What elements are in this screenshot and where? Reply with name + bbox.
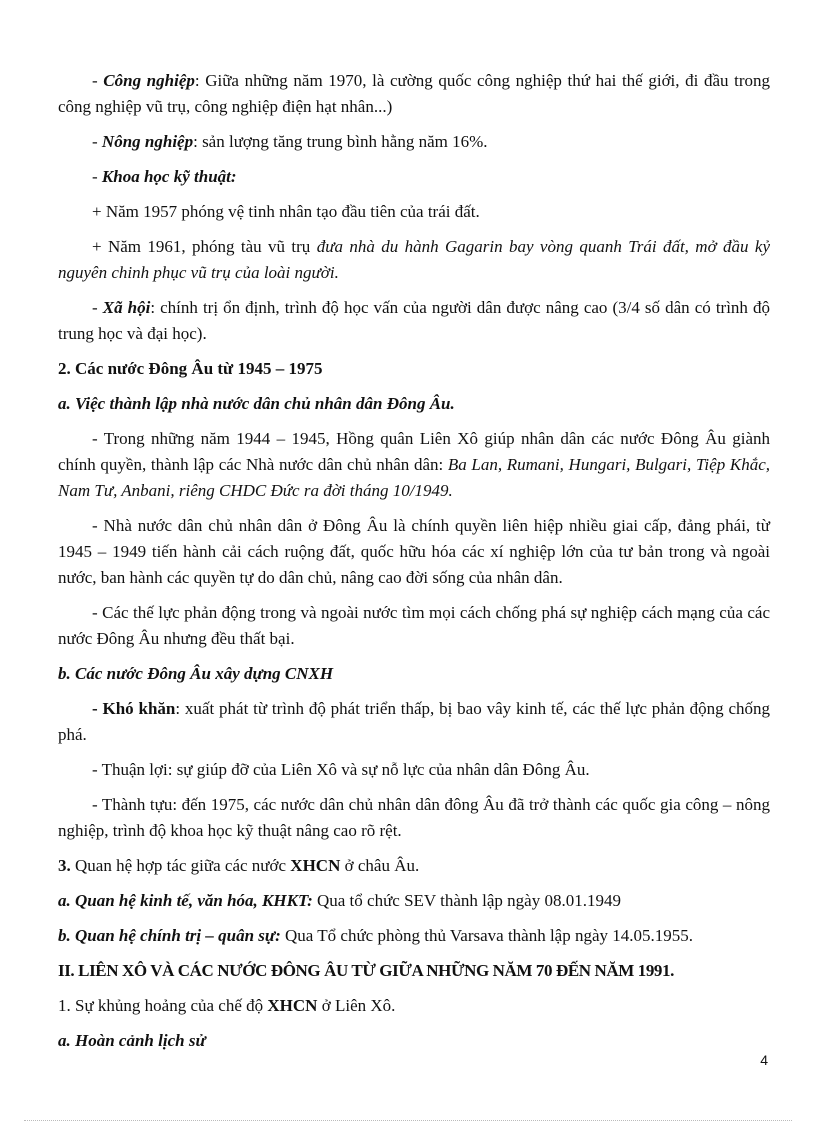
heading-cooperation-pre: Quan hệ hợp tác giữa các nước [70,856,291,875]
heading-eastern-europe: 2. Các nước Đông Âu từ 1945 – 1975 [58,359,323,378]
paragraph-society: - Xã hội: chính trị ổn định, trình độ học vấn của người dân được nâng cao (3/4 số dân có trình độ trung học và đại học). [58,298,770,343]
footer-divider [24,1120,792,1121]
paragraph-1957: + Năm 1957 phóng vệ tinh nhân tạo đầu tiên của trái đất. [92,202,480,221]
paragraph-peoples-democracy: - Nhà nước dân chủ nhân dân ở Đông Âu là chính quyền liên hiệp nhiều giai cấp, đảng phái, từ 1945 – 1949 tiến hành cải cách ruộng đất, quốc hữu hóa các xí nghiệp lớn của tư bản trong và ngoài nước, ban hành các quyền tự do dân chủ, nâng cao đời sống của nhân dân. [58,516,770,587]
heading-cooperation-post: ở châu Âu. [340,856,420,875]
subheading-founding: a. Việc thành lập nhà nước dân chủ nhân dân Đông Âu. [58,394,455,413]
text-science: : [230,167,237,186]
label-society: Xã hội [102,298,151,317]
text-sev: Qua tổ chức SEV thành lập ngày 08.01.1949 [312,891,621,910]
paragraph-warsaw [58,923,770,949]
heading-crisis-bold: XHCN [267,996,318,1015]
heading-cooperation-bold: XHCN [290,856,341,875]
paragraph-industry: - Công nghiệp: Giữa những năm 1970, là cường quốc công nghiệp thứ hai thế giới, đi đầu trong công nghiệp vũ trụ, công nghiệp điện hạt nhân...) [58,71,771,116]
label-industry: Công nghiệp [103,71,195,90]
page-number: 4 [760,1052,768,1068]
paragraph-reactionary: - Các thế lực phản động trong và ngoài nước tìm mọi cách chống phá sự nghiệp cách mạng của các nước Đông Âu nhưng đều thất bại. [58,603,770,648]
text-industry: : Giữa những năm 1970, là cường quốc công nghiệp thứ hai thế giới, đi đầu trong công nghiệp vũ trụ, công nghiệp điện hạt nhân...) [58,71,771,116]
section-heading-ii: II. LIÊN XÔ VÀ CÁC NƯỚC ĐÔNG ÂU TỪ GIỮA NHỮNG NĂM 70 ĐẾN NĂM 1991. [58,961,674,980]
paragraph-agriculture: - Nông nghiệp: sản lượng tăng trung bình hằng năm 16%. [92,132,488,151]
paragraph-achievements: - Thành tựu: đến 1975, các nước dân chủ nhân dân đông Âu đã trở thành các quốc gia công – nông nghiệp, trình độ khoa học kỹ thuật nâng cao rõ rệt. [58,795,770,840]
text-1944-italic: Ba Lan, Rumani, Hungari, Bulgari, Tiệp Khắc, Nam Tư, Anbani, riêng CHDC Đức ra đời tháng 10/1949. [58,455,770,500]
text-society: : chính trị ổn định, trình độ học vấn của người dân được nâng cao (3/4 số dân có trình độ trung học và đại học). [58,298,770,343]
text-warsaw: Qua Tổ chức phòng thủ Varsava thành lập ngày 14.05.1955. [280,926,694,945]
heading-crisis-pre: 1. Sự khủng hoảng của chế độ [58,996,268,1015]
text-1944: - Trong những năm 1944 – 1945, Hồng quân Liên Xô giúp nhân dân các nước Đông Âu giành chính quyền, thành lập các Nhà nước dân chủ nhân dân: [58,429,770,474]
heading-cooperation [58,853,770,879]
subheading-building-socialism: b. Các nước Đông Âu xây dựng CNXH [58,664,334,683]
text-1961-italic: đưa nhà du hành Gagarin bay vòng quanh Trái đất, mở đầu kỷ nguyên chinh phục vũ trụ của loài người. [58,237,771,282]
label-sev: a. Quan hệ kinh tế, văn hóa, KHKT: [58,891,313,910]
label-difficulties: - Khó khăn [92,699,176,718]
text-difficulties: : xuất phát từ trình độ phát triển thấp, bị bao vây kinh tế, các thế lực phản động chống phá. [58,699,771,744]
paragraph-1961 [58,234,770,286]
text-1961: + Năm 1961, phóng tàu vũ trụ [92,237,317,256]
paragraph-sev [58,888,770,914]
heading-crisis-post: ở Liên Xô. [317,996,396,1015]
heading-crisis [58,993,770,1019]
subheading-historical-context: a. Hoàn cảnh lịch sử [58,1031,206,1050]
paragraph-difficulties [58,696,770,748]
paragraph-1944 [58,426,770,504]
label-science: Khoa học kỹ thuật [101,167,231,186]
paragraph-science: - Khoa học kỹ thuật: [92,167,237,186]
label-agriculture: Nông nghiệp [101,132,194,151]
heading-cooperation-number: 3. [58,856,71,875]
text-agriculture: : sản lượng tăng trung bình hằng năm 16%. [193,132,488,151]
paragraph-advantages: - Thuận lợi: sự giúp đỡ của Liên Xô và sự nỗ lực của nhân dân Đông Âu. [92,760,590,779]
label-warsaw: b. Quan hệ chính trị – quân sự: [58,926,281,945]
document-page [58,68,770,1054]
